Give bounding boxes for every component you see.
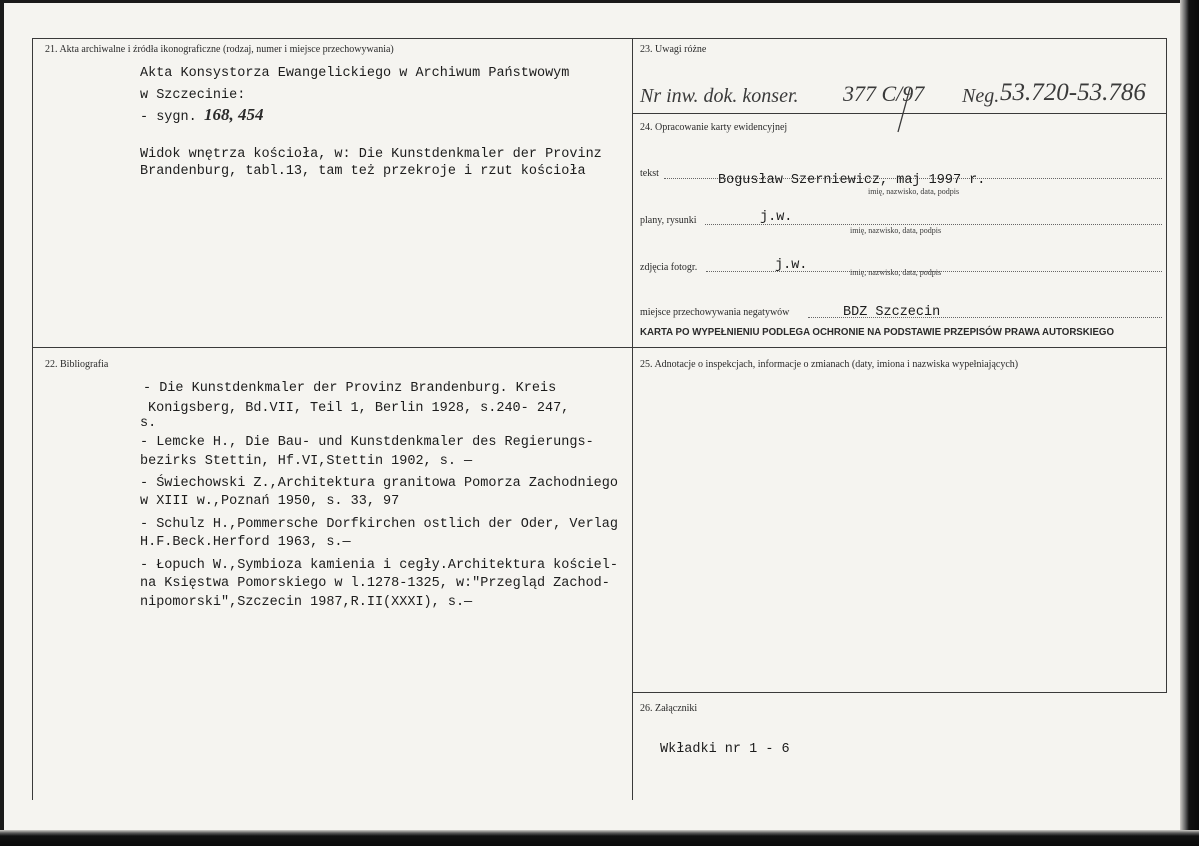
copyright-notice: KARTA PO WYPEŁNIENIU PODLEGA OCHRONIE NA PODSTAWIE PRZEPISÓW PRAWA AUTORSKIEGO [640,327,1114,338]
photos-author-value: j.w. [775,258,808,273]
photos-author-label: zdjęcia fotogr. [640,262,698,273]
attachments-value: Wkładki nr 1 - 6 [660,742,790,757]
bibliography-line: - Lemcke H., Die Bau- und Kunstdenkmaler des Regierungs- [140,435,594,450]
bibliography-line: H.F.Beck.Herford 1963, s.— [140,535,351,550]
negatives-location-label: miejsce przechowywania negatywów [640,307,790,318]
scan-edge-left [0,0,4,846]
field-caption: imię, nazwisko, data, podpis [850,268,942,277]
bibliography-line: - Schulz H.,Pommersche Dorfkirchen ostlich der Oder, Verlag [140,517,618,532]
bibliography-line: - Świechowski Z.,Architektura granitowa Pomorza Zachodniego [140,476,618,491]
bibliography-line: Konigsberg, Bd.VII, Teil 1, Berlin 1928, s.240- 247, [148,401,570,416]
rule-top [32,38,1167,39]
scan-edge-right [1180,0,1199,846]
section-23-label: 23. Uwagi różne [640,44,707,55]
handwritten-negative-range: 53.720-53.786 [1000,79,1146,106]
drawings-author-label: plany, rysunki [640,215,697,226]
field-caption: imię, nazwisko, data, podpis [868,187,960,196]
section-24-label: 24. Opracowanie karty ewidencyjnej [640,122,788,133]
signature-label: - sygn. [140,110,197,125]
bibliography-line: w XIII w.,Poznań 1950, s. 33, 97 [140,494,400,509]
handwritten-negative-label: Neg. [962,85,1000,107]
field-caption: imię, nazwisko, data, podpis [850,226,942,235]
section-26-label: 26. Załączniki [640,703,698,714]
section-22-label: 22. Bibliografia [45,359,109,370]
handwritten-stroke [890,84,920,136]
scan-edge-top [0,0,1199,3]
drawings-author-value: j.w. [760,210,793,225]
typed-line: Widok wnętrza kościoła, w: Die Kunstdenkmaler der Provinz [140,147,602,162]
bibliography-line: nipomorski",Szczecin 1987,R.II(XXXI), s.— [140,595,473,610]
negatives-location-value: BDZ Szczecin [843,305,941,320]
bibliography-line: - Łopuch W.,Symbioza kamienia i cegły.Architektura kościel- [140,558,618,573]
handwritten-inventory-number: 377 C/97 [843,81,925,106]
rule-section-25-26 [632,692,1167,693]
typed-line: Brandenburg, tabl.13, tam też przekroje i rzut kościoła [140,164,586,179]
rule-row-divider [32,347,1167,348]
bibliography-line: s. [140,416,157,431]
rule-middle [632,38,633,800]
typed-line: Akta Konsystorza Ewangelickiego w Archiwum Państwowym [140,66,570,81]
scan-edge-bottom [0,830,1199,846]
bibliography-line: na Księstwa Pomorskiego w l.1278-1325, w:"Przegląd Zachod- [140,576,610,591]
text-author-value: Bogusław Szerniewicz, maj 1997 r. [718,173,986,188]
handwritten-signature-numbers: 168, 454 [204,105,264,124]
typed-line: w Szczecinie: [140,88,246,103]
section-25-label: 25. Adnotacje o inspekcjach, informacje o zmianach (daty, imiona i nazwiska wypełniających) [640,359,1019,370]
bibliography-line: bezirks Stettin, Hf.VI,Stettin 1902, s. — [140,454,473,469]
section-21-label: 21. Akta archiwalne i źródła ikonograficzne (rodzaj, numer i miejsce przechowywania) [45,44,394,55]
bibliography-line: - Die Kunstdenkmaler der Provinz Brandenburg. Kreis [143,381,557,396]
text-author-label: tekst [640,168,659,179]
rule-left [32,38,33,800]
rule-right [1166,38,1167,692]
handwritten-inventory-label: Nr inw. dok. konser. [640,85,799,107]
